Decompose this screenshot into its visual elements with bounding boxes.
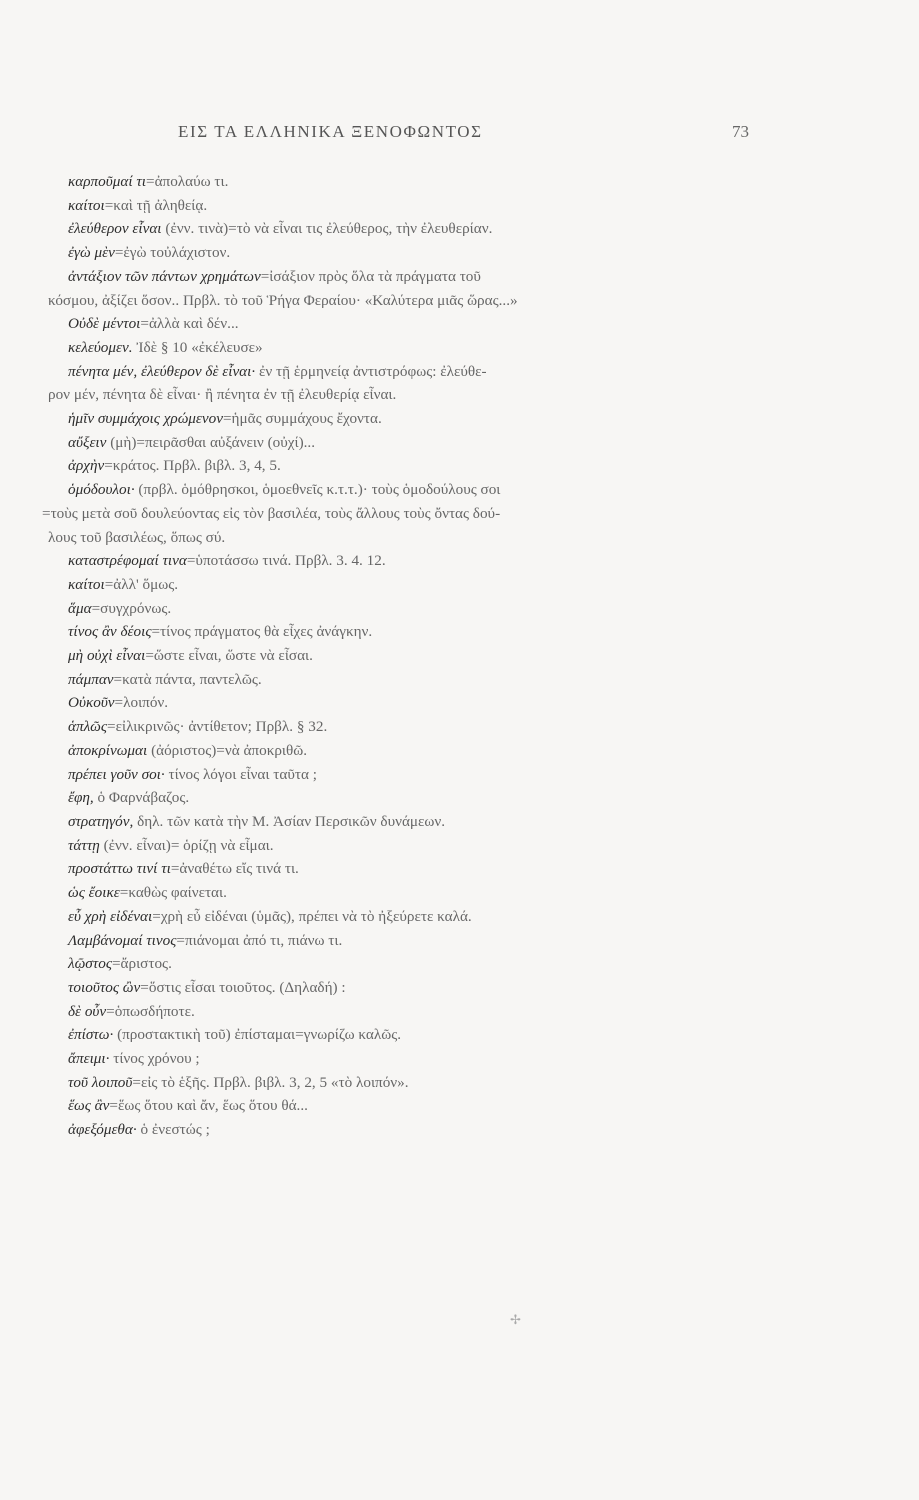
glossary-gloss: =ἀλλὰ καὶ δέν... bbox=[140, 315, 239, 333]
glossary-lemma: πρέπει γοῦν σοι· bbox=[68, 765, 165, 783]
glossary-gloss: =ἀναθέτω εἴς τινά τι. bbox=[170, 860, 299, 878]
glossary-lemma: ἐγὼ μὲν bbox=[68, 244, 115, 262]
glossary-lemma: πάμπαν bbox=[68, 670, 114, 688]
glossary-gloss: (ἐνν. εἶναι)= ὁρίζῃ νὰ εἶμαι. bbox=[99, 836, 274, 854]
glossary-lemma: πένητα μέν, ἐλεύθερον δὲ εἶναι· bbox=[68, 362, 256, 380]
glossary-line bbox=[48, 194, 788, 218]
glossary-line bbox=[48, 478, 788, 502]
running-head bbox=[0, 122, 919, 146]
glossary-line bbox=[48, 360, 788, 384]
glossary-gloss: =πιάνομαι ἀπό τι, πιάνω τι. bbox=[176, 931, 343, 949]
glossary-line bbox=[48, 407, 788, 431]
glossary-gloss: κόσμου, ἀξίζει ὅσον.. Πρβλ. τὸ τοῦ Ῥήγα Φεραίου· «Καλύτερα μιᾶς ὥρας...» bbox=[48, 291, 518, 309]
glossary-lemma: δὲ οὖν bbox=[68, 1002, 107, 1020]
glossary-lemma: ἁπλῶς bbox=[68, 718, 108, 736]
glossary-gloss: =τοὺς μετὰ σοῦ δουλεύοντας εἰς τὸν βασιλέα, τοὺς ἄλλους τοὺς ὄντας δού- bbox=[42, 504, 501, 522]
glossary-lemma: εὖ χρὴ εἰδέναι bbox=[68, 907, 153, 925]
glossary-lemma: ἀρχὴν bbox=[68, 457, 105, 475]
glossary-line bbox=[48, 431, 788, 455]
glossary-lemma: ἄπειμι· bbox=[68, 1050, 110, 1068]
glossary-gloss: ρον μέν, πένητα δὲ εἶναι· ἢ πένητα ἐν τῇ ἐλευθερίᾳ εἶναι. bbox=[48, 386, 397, 404]
glossary-line bbox=[48, 336, 788, 360]
glossary-gloss: =ὅστις εἶσαι τοιοῦτος. (Δηλαδή) : bbox=[140, 978, 346, 996]
glossary-line bbox=[48, 526, 788, 550]
glossary-lemma: καρποῦμαί τι bbox=[68, 173, 146, 190]
glossary-lemma: καίτοι bbox=[68, 575, 105, 593]
glossary-line bbox=[48, 1000, 788, 1024]
glossary-line bbox=[42, 502, 788, 526]
glossary-line bbox=[48, 810, 788, 834]
glossary-gloss: =ὥστε εἶναι, ὥστε νὰ εἶσαι. bbox=[145, 647, 313, 665]
glossary-gloss: =ἰσάξιον πρὸς ὅλα τὰ πράγματα τοῦ bbox=[260, 267, 481, 285]
glossary-gloss: =εἰλικρινῶς· ἀντίθετον; Πρβλ. § 32. bbox=[107, 718, 328, 736]
glossary-line bbox=[48, 691, 788, 715]
glossary-gloss: =λοιπόν. bbox=[114, 694, 169, 712]
glossary-gloss: =ὑποτάσσω τινά. Πρβλ. 3. 4. 12. bbox=[186, 552, 386, 570]
glossary-line bbox=[48, 881, 788, 905]
printer-mark: ✢ bbox=[510, 1313, 521, 1328]
glossary-gloss: =εἰς τὸ ἑξῆς. Πρβλ. βιβλ. 3, 2, 5 «τὸ λοιπόν». bbox=[132, 1073, 409, 1091]
glossary-lemma: καίτοι bbox=[68, 196, 105, 214]
glossary-gloss: =συγχρόνως. bbox=[91, 599, 172, 617]
glossary-line bbox=[48, 715, 788, 739]
glossary-gloss: (προστακτικὴ τοῦ) ἐπίσταμαι=γνωρίζω καλῶς. bbox=[113, 1026, 402, 1044]
glossary-gloss: ἐν τῇ ἑρμηνείᾳ ἀντιστρόφως: ἐλεύθε- bbox=[255, 362, 487, 380]
glossary-lemma: αὔξειν bbox=[68, 433, 107, 451]
glossary-line bbox=[48, 454, 788, 478]
glossary-gloss: (ἐνν. τινὰ)=τὸ νὰ εἶναι τις ἐλεύθερος, τὴν ἐλευθερίαν. bbox=[161, 220, 493, 238]
glossary-line bbox=[48, 834, 788, 858]
glossary-lemma: Οὐδὲ μέντοι bbox=[68, 315, 141, 333]
glossary-entries bbox=[42, 170, 788, 1142]
glossary-gloss: τίνος λόγοι εἶναι ταῦτα ; bbox=[164, 765, 317, 783]
glossary-lemma: τίνος ἂν δέοις bbox=[68, 623, 152, 641]
glossary-lemma: ἐπίστω· bbox=[68, 1026, 114, 1044]
glossary-line bbox=[48, 597, 788, 621]
glossary-gloss: =καθὼς φαίνεται. bbox=[119, 884, 227, 902]
glossary-lemma: Οὐκοῦν bbox=[68, 694, 115, 712]
glossary-lemma: τοῦ λοιποῦ bbox=[68, 1073, 133, 1091]
glossary-line bbox=[48, 573, 788, 597]
glossary-lemma: ἔφη, bbox=[68, 789, 94, 807]
glossary-line bbox=[48, 1118, 788, 1142]
glossary-line bbox=[48, 620, 788, 644]
glossary-lemma: ἀντάξιον τῶν πάντων χρημάτων bbox=[68, 267, 261, 285]
glossary-gloss: Ἰδὲ § 10 «ἐκέλευσε» bbox=[132, 338, 263, 356]
glossary-line bbox=[48, 1071, 788, 1095]
glossary-gloss: ὁ Φαρνάβαζος. bbox=[93, 789, 190, 807]
glossary-line bbox=[48, 976, 788, 1000]
glossary-lemma: κελεύομεν. bbox=[68, 338, 133, 356]
glossary-gloss: =ἀλλ' ὅμως. bbox=[104, 575, 179, 593]
glossary-line bbox=[48, 1047, 788, 1071]
glossary-lemma: ἀφεξόμεθα· bbox=[68, 1121, 137, 1139]
glossary-lemma: Λαμβάνομαί τινος bbox=[68, 931, 177, 949]
glossary-gloss: =ἀπολαύω τι. bbox=[146, 173, 229, 190]
glossary-lemma: ἐλεύθερον εἶναι bbox=[68, 220, 162, 238]
glossary-gloss: λους τοῦ βασιλέως, ὅπως σύ. bbox=[48, 528, 226, 546]
glossary-line bbox=[48, 170, 788, 194]
glossary-line bbox=[48, 952, 788, 976]
glossary-gloss: (μὴ)=πειρᾶσθαι αὐξάνειν (οὐχί)... bbox=[106, 433, 316, 451]
glossary-line bbox=[48, 644, 788, 668]
glossary-line bbox=[48, 549, 788, 573]
glossary-gloss: =τίνος πράγματος θὰ εἶχες ἀνάγκην. bbox=[151, 623, 373, 641]
glossary-line bbox=[48, 241, 788, 265]
glossary-lemma: τοιοῦτος ὢν bbox=[68, 978, 141, 996]
glossary-line bbox=[48, 857, 788, 881]
glossary-gloss: =ἐγὼ τοὐλάχιστον. bbox=[114, 244, 231, 262]
page-number: 73 bbox=[732, 122, 749, 141]
glossary-gloss: =ὁπωσδήποτε. bbox=[106, 1002, 195, 1020]
glossary-gloss: =καὶ τῇ ἀληθείᾳ. bbox=[104, 196, 208, 214]
glossary-lemma: ἕως ἂν bbox=[68, 1097, 110, 1115]
glossary-gloss: τίνος χρόνου ; bbox=[109, 1050, 200, 1068]
glossary-lemma: ἀποκρίνωμαι bbox=[68, 741, 148, 759]
glossary-line bbox=[48, 929, 788, 953]
glossary-gloss: (πρβλ. ὁμόθρησκοι, ὁμοεθνεῖς κ.τ.τ.)· τοὺς ὁμοδούλους σοι bbox=[134, 481, 501, 499]
glossary-lemma: ὁμόδουλοι· bbox=[68, 481, 135, 499]
glossary-lemma: μὴ οὐχὶ εἶναι bbox=[68, 647, 146, 665]
glossary-gloss: (ἀόριστος)=νὰ ἀποκριθῶ. bbox=[147, 741, 308, 759]
glossary-lemma: προστάττω τινί τι bbox=[68, 860, 171, 878]
glossary-gloss: =χρὴ εὖ εἰδέναι (ὑμᾶς), πρέπει νὰ τὸ ἠξεύρετε καλά. bbox=[152, 907, 472, 925]
glossary-gloss: =κατὰ πάντα, παντελῶς. bbox=[113, 670, 262, 688]
glossary-lemma: ἅμα bbox=[68, 599, 92, 617]
glossary-gloss: =ἄριστος. bbox=[111, 955, 172, 973]
glossary-line bbox=[48, 786, 788, 810]
glossary-lemma: στρατηγόν, bbox=[68, 812, 134, 830]
glossary-line bbox=[48, 668, 788, 692]
glossary-line bbox=[48, 312, 788, 336]
glossary-line bbox=[48, 763, 788, 787]
glossary-gloss: =ἡμᾶς συμμάχους ἔχοντα. bbox=[222, 410, 382, 428]
glossary-lemma: καταστρέφομαί τινα bbox=[68, 552, 187, 570]
running-title: ΕΙΣ ΤΑ ΕΛΛΗΝΙΚΑ ΞΕΝΟΦΩΝΤΟΣ bbox=[178, 122, 483, 141]
glossary-line bbox=[48, 289, 788, 313]
glossary-line bbox=[48, 1023, 788, 1047]
glossary-lemma: ἡμῖν συμμάχοις χρώμενον bbox=[68, 410, 223, 428]
glossary-line bbox=[48, 905, 788, 929]
glossary-gloss: =ἕως ὅτου καὶ ἄν, ἕως ὅτου θά... bbox=[109, 1097, 308, 1115]
glossary-line bbox=[48, 217, 788, 241]
glossary-lemma: τάττῃ bbox=[68, 836, 100, 854]
glossary-line bbox=[48, 383, 788, 407]
glossary-lemma: λῷστος bbox=[68, 955, 112, 973]
glossary-gloss: =κράτος. Πρβλ. βιβλ. 3, 4, 5. bbox=[104, 457, 281, 475]
glossary-lemma: ὡς ἔοικε bbox=[68, 884, 120, 902]
glossary-line bbox=[48, 739, 788, 763]
glossary-gloss: ὁ ἐνεστώς ; bbox=[136, 1121, 210, 1139]
glossary-gloss: δηλ. τῶν κατὰ τὴν Μ. Ἀσίαν Περσικῶν δυνάμεων. bbox=[133, 812, 446, 830]
glossary-line bbox=[48, 1094, 788, 1118]
glossary-line bbox=[48, 265, 788, 289]
